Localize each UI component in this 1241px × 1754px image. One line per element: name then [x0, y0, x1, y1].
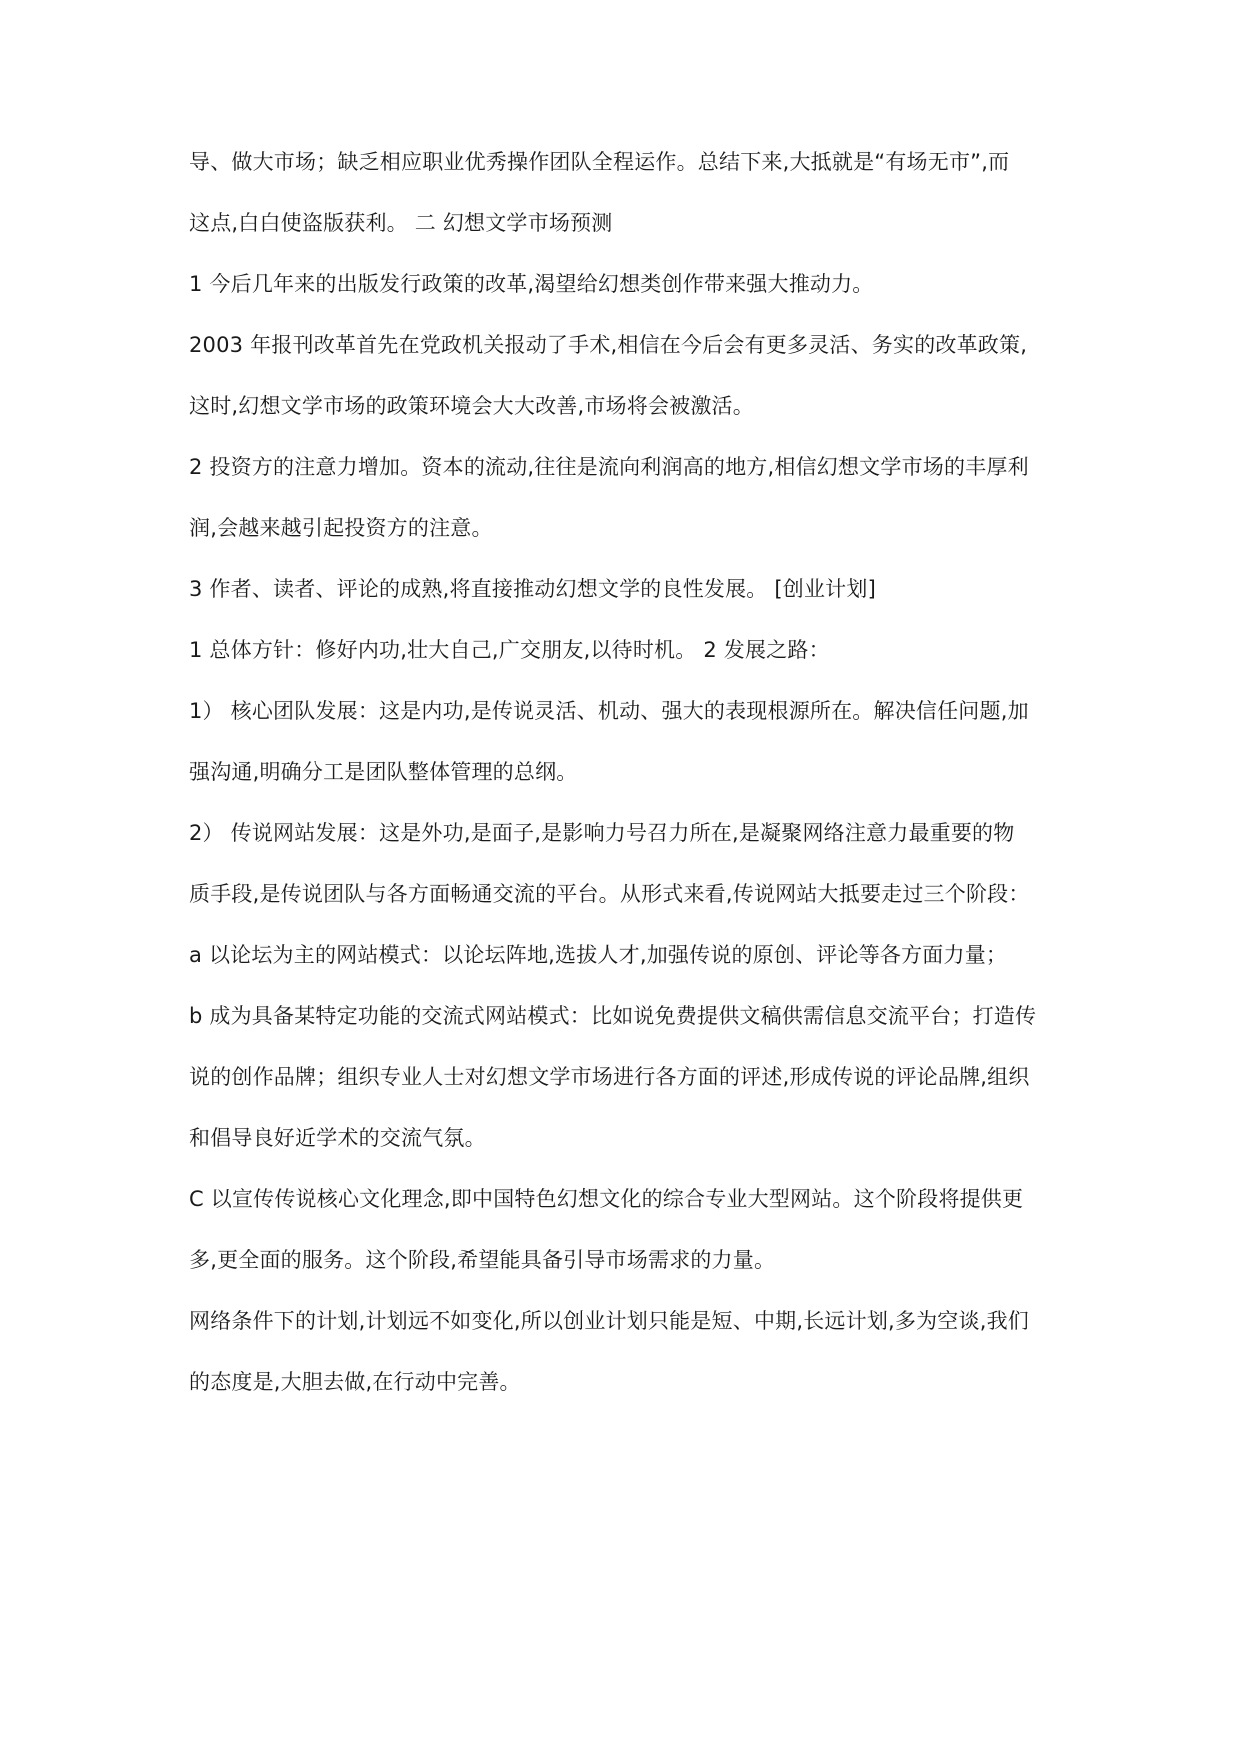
text-line: 导、做大市场；缺乏相应职业优秀操作团队全程运作。总结下来,大抵就是“有场无市”,而: [189, 150, 1010, 174]
text-line: 网络条件下的计划,计划远不如变化,所以创业计划只能是短、中期,长远计划,多为空谈,我们: [189, 1309, 1029, 1333]
text-line: 2003 年报刊改革首先在党政机关报动了手术,相信在今后会有更多灵活、务实的改革政策,: [189, 333, 1028, 357]
text-line: 多,更全面的服务。这个阶段,希望能具备引导市场需求的力量。: [189, 1248, 776, 1272]
text-line: 质手段,是传说团队与各方面畅通交流的平台。从形式来看,传说网站大抵要走过三个阶段：: [189, 882, 1030, 906]
text-line: C 以宣传传说核心文化理念,即中国特色幻想文化的综合专业大型网站。这个阶段将提供更: [189, 1187, 1024, 1211]
text-line: 的态度是,大胆去做,在行动中完善。: [189, 1370, 521, 1394]
text-line: 3 作者、读者、评论的成熟,将直接推动幻想文学的良性发展。 [创业计划]: [189, 577, 876, 601]
text-line: b 成为具备某特定功能的交流式网站模式：比如说免费提供文稿供需信息交流平台；打造传: [189, 1004, 1037, 1028]
text-line: 2） 传说网站发展：这是外功,是面子,是影响力号召力所在,是凝聚网络注意力最重要的物: [189, 821, 1015, 845]
text-line: a 以论坛为主的网站模式：以论坛阵地,选拔人才,加强传说的原创、评论等各方面力量；: [189, 943, 1008, 967]
text-line: 这时,幻想文学市场的政策环境会大大改善,市场将会被激活。: [189, 394, 754, 418]
text-line: 2 投资方的注意力增加。资本的流动,往往是流向利润高的地方,相信幻想文学市场的丰厚利: [189, 455, 1029, 479]
text-line: 1） 核心团队发展：这是内功,是传说灵活、机动、强大的表现根源所在。解决信任问题,加: [189, 699, 1029, 723]
text-line: 1 今后几年来的出版发行政策的改革,渴望给幻想类创作带来强大推动力。: [189, 272, 874, 296]
document-body: [189, 147, 1069, 1397]
text-line: 1 总体方针：修好内功,壮大自己,广交朋友,以待时机。 2 发展之路：: [189, 638, 830, 662]
text-line: 强沟通,明确分工是团队整体管理的总纲。: [189, 760, 578, 784]
text-line: 润,会越来越引起投资方的注意。: [189, 516, 493, 540]
text-line: 和倡导良好近学术的交流气氛。: [189, 1126, 486, 1150]
text-line: 说的创作品牌；组织专业人士对幻想文学市场进行各方面的评述,形成传说的评论品牌,组织: [189, 1065, 1030, 1089]
text-line: 这点,白白使盗版获利。 二 幻想文学市场预测: [189, 211, 613, 235]
